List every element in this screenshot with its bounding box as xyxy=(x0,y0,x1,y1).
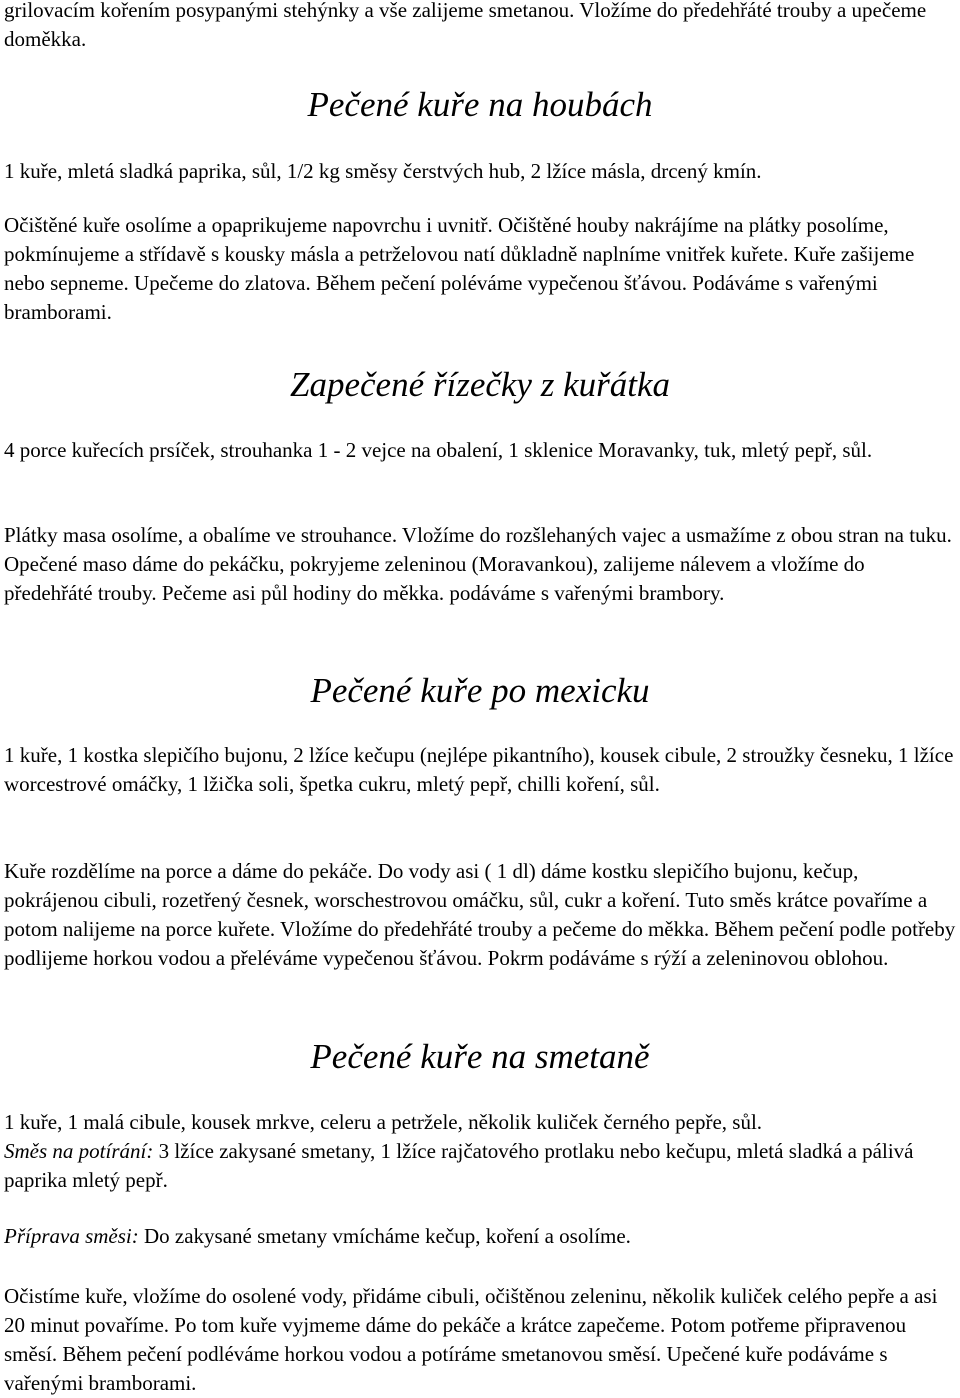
mix-paragraph xyxy=(4,1137,956,1195)
steps-rizecky: Plátky masa osolíme, a obalíme ve strouhance. Vložíme do rozšlehaných vajec a usmažíme z obou stran na tuku. Opečené maso dáme do pekáčku, pokryjeme zeleninou (Moravankou), zalijeme nálevem a vložíme do předehřáté trouby. Pečeme asi půl hodiny do měkka. podáváme s vařenými brambory. xyxy=(4,523,952,605)
prep-text: Do zakysané smetany vmícháme kečup, koření a osolíme. xyxy=(138,1224,631,1248)
recipe-title-rizecky: Zapečené řízečky z kuřátka xyxy=(290,365,670,404)
ingredients-smetane: 1 kuře, 1 malá cibule, kousek mrkve, celeru a petržele, několik kuliček černého pepře, sůl. xyxy=(4,1110,763,1134)
ingredients-houbach: 1 kuře, mletá sladká paprika, sůl, 1/2 kg směsy čerstvých hub, 2 lžíce másla, drcený kmín. xyxy=(4,159,762,183)
mix-label: Směs na potírání: xyxy=(4,1139,154,1163)
prep-paragraph xyxy=(4,1222,956,1251)
steps-smetane: Očistíme kuře, vložíme do osolené vody, přidáme cibuli, očištěnou zeleninu, několik kuliček celého pepře a asi 20 minut povaříme. Po tom kuře vyjmeme dáme do pekáče a krátce zapečeme. Potom potřeme připravenou směsí. Během pečení podléváme horkou vodou a potíráme smetanovou směsí. Upečené kuře podáváme s vařenými bramborami. xyxy=(4,1284,938,1395)
steps-mexicku: Kuře rozdělíme na porce a dáme do pekáče. Do vody asi ( 1 dl) dáme kostku slepičího bujonu, kečup, pokrájenou cibuli, rozetřený česnek, worschestrovou omáčku, sůl, cukr a koření. Tuto směs krátce povaříme a potom nalijeme na porce kuřete. Vložíme do předehřáté trouby a pečeme do měkka. Během pečení podle potřeby podlijeme horkou vodou a přeléváme vypečenou šťávou. Pokrm podáváme s rýží a zeleninovou oblohou. xyxy=(4,859,956,970)
recipe-title-houbach: Pečené kuře na houbách xyxy=(307,85,653,124)
mix-text: 3 lžíce zakysané smetany, 1 lžíce rajčatového protlaku nebo kečupu, mletá sladká a pálivá paprika mletý pepř. xyxy=(4,1139,914,1192)
intro-paragraph: grilovacím kořením posypanými stehýnky a vše zalijeme smetanou. Vložíme do předehřáté trouby a upečeme doměkka. xyxy=(4,0,927,51)
steps-houbach: Očištěné kuře osolíme a opaprikujeme napovrchu i uvnitř. Očištěné houby nakrájíme na plátky posolíme, pokmínujeme a střídavě s kousky másla a petrželovou natí důkladně naplníme vnitřek kuřete. Kuře zašijeme nebo sepneme. Upečeme do zlatova. Během pečení poléváme vypečenou šťávou. Podáváme s vařenými bramborami. xyxy=(4,213,915,324)
ingredients-rizecky: 4 porce kuřecích prsíček, strouhanka 1 - 2 vejce na obalení, 1 sklenice Moravanky, tuk, mletý pepř, sůl. xyxy=(4,438,873,462)
recipe-title-smetane: Pečené kuře na smetaně xyxy=(310,1037,650,1076)
recipe-title-mexicku: Pečené kuře po mexicku xyxy=(310,671,650,710)
prep-label: Příprava směsi: xyxy=(4,1224,139,1248)
ingredients-mexicku: 1 kuře, 1 kostka slepičího bujonu, 2 lžíce kečupu (nejlépe pikantního), kousek cibule, 2 stroužky česneku, 1 lžíce worcestrové omáčky, 1 lžička soli, špetka cukru, mletý pepř, chilli koření, sůl. xyxy=(4,743,954,796)
